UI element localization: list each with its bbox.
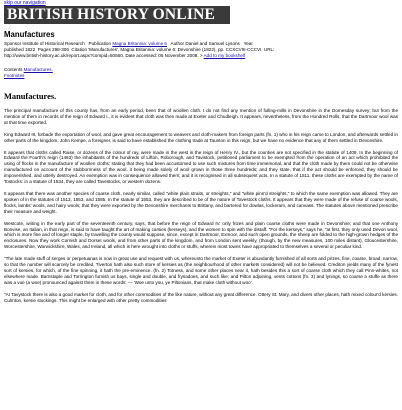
section-heading: Manufactures. bbox=[4, 92, 57, 101]
sponsor-value: Institute of Historical Research bbox=[22, 41, 85, 46]
paragraph: It appears that cloths called Raise, or dozens of the colour of ray, were made in the west in the reign of Henry IV., but the counties are not specified in the statute of 1409. In the beginning of Edward the Fourth's reign (1463) the inhabitants of the hundreds of Lifton, Roborough, and Tavistock, petitioned parliament to be exempted from the operation of an act which prohibited the using of flocks in the manufacture of woollen cloths; stating that they had been accustomed to use such mixtures from time immemorial, and that the cloth made by them could not be otherwise manufactured on account of the stubbornness of the wool, it being made solely of wool grown in those three hundreds; and they state, that if the act should be enforced, they should be impoverished, and utterly destroyed. An exemption was in consequence allowed them; and it is recognised in all subsequent acts. In a statute of 1511, these cloths are exempted by the name of Tostocks: in a statute of 1534, they are called Tavestocks, or western dozens. bbox=[4, 149, 398, 185]
contents-label: Contents bbox=[4, 67, 23, 72]
sponsor-label: Sponsor bbox=[4, 41, 22, 46]
paragraph: Westcote, writing in the early part of the seventeenth century, says, that before the reign of Edward IV. only frizes and plain coarse cloths were made in Devonshire; and that one Anthony Bonvise, an Italian, in that reign, is said to have taught the art of making carsies (kerseys), and the women to spin with the distaff. "For the kerseys," says he, "at first, they only used Devon wool, which is more fine and of longer staple, by travelling the county would suppose, since, except in Dartmoor, Exmoor, and such open grounds, the sheep are folded to the high-grown hedges of the enclosures. Now they work Cornish and Dorset wools, and from other parts of the kingdom, and from London sent weekly, (though, by the new measures, 100 miles distant), Gloucestershire, Worcestershire, Warwickshire, Wales, and Ireland, all which is here wrought into cloths or stuffs, wherein most towns have appropriated to themselves a several or peculiar kind. bbox=[4, 220, 398, 250]
paragraph: The principal manufacture of this county has, from an early period, been that of woollen cloth. I do not find any mention of fulling-mills in Devonshire in the Domesday survey; but from the mention of them in records of the reign of Edward I., it is evident that cloth was then made at Exeter and Chudleigh. It appears, nevertheless, from the Hundred Rolls, that the Dartmoor wool was at that time exported. bbox=[4, 108, 398, 125]
contents-links bbox=[4, 67, 53, 79]
year-label: Year bbox=[243, 41, 253, 46]
paragraph: It appears that there was another species of coarse cloth, nearly similar, called "white plain straits, or streights," and "white pinn'd streights," to which the same exemption was allowed. They are spoken of in the statutes of 1513, 1553, and 1585. In the statute of 1553, they are described to be of the nature of Tavestock cloths. It appears that they were made of the refuse of coarse wools, flocks, lambs' wools, and hairy wools; that they were exported by the Devonshire merchants to Brittany, and bartered for dowlas, lockeram, and canvass. The statutes above mentioned prescribe their measure and weight. bbox=[4, 190, 398, 214]
metadata-line-2: published 1822 Pages 298-306 Citation 'Manufactures', Magna Britannia: volume 6: Devonshire (1822), pp. CCXCVIII-CCCVI. URL: bbox=[4, 46, 275, 52]
site-logo-text: BRITISH HISTORY ONLINE bbox=[7, 6, 216, 23]
publication-link[interactable]: Magna Britannia: volume 6 bbox=[112, 41, 167, 46]
publication-label: Publication bbox=[88, 41, 112, 46]
author-value: Daniel and Samuel Lysons bbox=[185, 41, 240, 46]
author-label: Author bbox=[170, 41, 185, 46]
paragraph: "The late made stuff of serges or perpetuanas is now in great use and request with us, whereunto the market of Exeter is abundantly furnished of all sorts and prizes, fine, coarse, broad, narrow, so that the number will scarcely be credited. Tiverton hath also such store of kersies as (the neighbourhood of other markets considered) will not be believed. Crediton yields many of the fynest sort of kersies, for which, of the fine spinning, it hath the pre-eminence. (fn. 2) Totness, and some other places near it, hath besides this a sort of coarse cloth which they call Pinn-whites, not elsewhere made. Barnstaple and Torrington furnish us bays, single and double, and frysadoes, and such like; and Pilton adjoining, vents cottons (fn. 3) and lynings, so coarse a stuffe as there was a vue (a woe) pronounced against them in these words: — 'Woe unto you, ye Piltonians, that make cloth without woo'. bbox=[4, 256, 398, 285]
paragraph: "At Tavystock there is also a good market for cloth, and for other commodities of the like nature, without any great difference. Ottery St. Mary, and divers other places, hath mixed colour'd kersies. Culmton, kersie stockings. This might be enlarged with other pretty commodities bbox=[4, 291, 398, 303]
page-title: Manufactures bbox=[4, 30, 55, 39]
skip-navigation-link[interactable]: skip our navigation bbox=[4, 0, 46, 6]
article-body bbox=[4, 108, 398, 309]
contents-manufactures-link[interactable]: Manufactures. bbox=[23, 67, 53, 72]
contents-footnotes-link[interactable]: Footnotes bbox=[4, 72, 25, 78]
paragraph: King Edward III. forbade the exportation of wool, and gave great encouragement to weavers and cloth-makers from foreign parts (fn. 1) who in his reign came to London, and afterwards settled in other parts of the kingdom. John Kempe, a foreigner, is said to have established the clothing trade at Taunton in this reign, but we have no evidence that any of them settled in Devonshire. bbox=[4, 131, 398, 143]
add-to-bookshelf-link[interactable]: Add to my bookshelf bbox=[203, 52, 246, 58]
publication-metadata bbox=[4, 41, 398, 58]
metadata-line-3 bbox=[4, 53, 398, 59]
site-logo[interactable] bbox=[4, 6, 230, 24]
citation-url: http://www.british-history.ac.uk/report.aspx?compid=50560. Date accessed: 05 November 2008. > bbox=[4, 52, 203, 58]
